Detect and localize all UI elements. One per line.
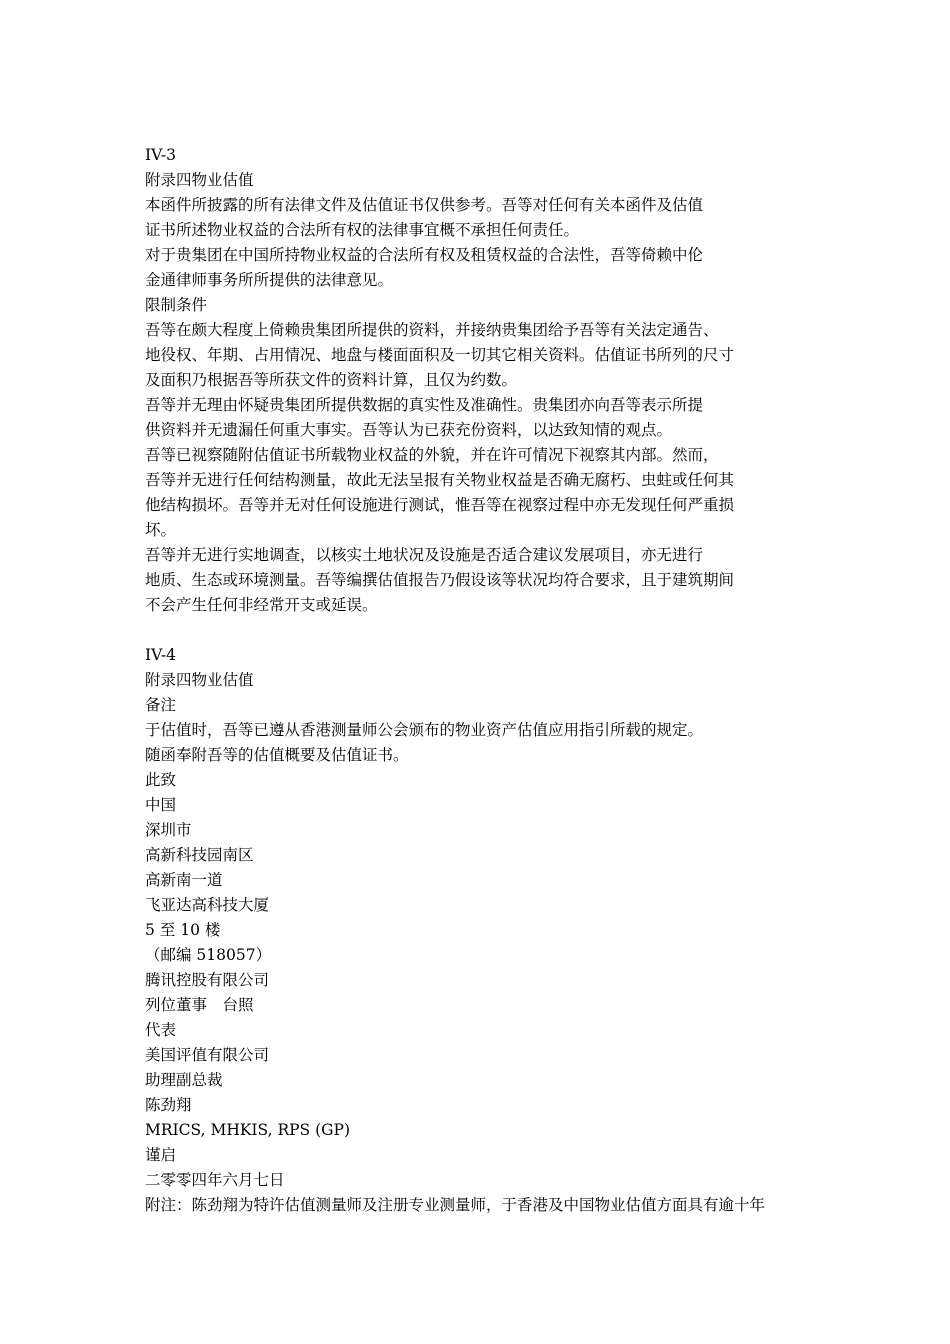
paragraph-line: 本函件所披露的所有法律文件及估值证书仅供参考。吾等对任何有关本函件及估值 <box>145 196 704 214</box>
paragraph-line: 吾等在颇大程度上倚赖贵集团所提供的资料，并接纳贵集团给予吾等有关法定通告、 <box>145 321 719 339</box>
address-line: 飞亚达高科技大厦 <box>145 896 270 914</box>
address-line: 深圳市 <box>145 821 192 839</box>
recipient-directors: 列位董事 台照 <box>145 996 254 1014</box>
appendix-title-iv4: 附录四物业估值 <box>145 671 254 689</box>
address-line: 中国 <box>145 796 177 814</box>
address-line: 高新南一道 <box>145 871 223 889</box>
footnote-line: 附注：陈劲翔为特许估值测量师及注册专业测量师，于香港及中国物业估值方面具有逾十年 <box>145 1196 766 1214</box>
section-heading-limitations: 限制条件 <box>145 296 208 314</box>
document-page <box>145 143 825 1218</box>
salutation: 此致 <box>145 771 177 789</box>
paragraph-line: 他结构损坏。吾等并无对任何设施进行测试，惟吾等在视察过程中亦无发现任何严重损 <box>145 496 735 514</box>
signature-closing: 谨启 <box>145 1146 177 1164</box>
recipient-company: 腾讯控股有限公司 <box>145 971 270 989</box>
section-gap <box>145 618 825 643</box>
paragraph-line: 地质、生态或环境测量。吾等编撰估值报告乃假设该等状况均符合要求，且于建筑期间 <box>145 571 735 589</box>
section-heading-notes: 备注 <box>145 696 177 714</box>
address-line: 高新科技园南区 <box>145 846 254 864</box>
paragraph-line: 对于贵集团在中国所持物业权益的合法所有权及租赁权益的合法性，吾等倚赖中伦 <box>145 246 704 264</box>
paragraph-line: 吾等并无进行实地调查，以核实土地状况及设施是否适合建议发展项目，亦无进行 <box>145 546 704 564</box>
signature-date: 二零零四年六月七日 <box>145 1171 285 1189</box>
paragraph-line: 及面积乃根据吾等所获文件的资料计算，且仅为约数。 <box>145 371 518 389</box>
paragraph-line: 于估值时，吾等已遵从香港测量师公会颁布的物业资产估值应用指引所载的规定。 <box>145 721 704 739</box>
signature-company: 美国评值有限公司 <box>145 1046 270 1064</box>
signature-credentials: MRICS, MHKIS, RPS (GP) <box>145 1121 351 1139</box>
page-label-iv4: IV-4 <box>145 646 176 664</box>
paragraph-line: 吾等并无进行任何结构测量，故此无法呈报有关物业权益是否确无腐朽、虫蛀或任何其 <box>145 471 735 489</box>
signature-name: 陈劲翔 <box>145 1096 192 1114</box>
paragraph-line: 证书所述物业权益的合法所有权的法律事宜概不承担任何责任。 <box>145 221 580 239</box>
paragraph-line: 不会产生任何非经常开支或延误。 <box>145 596 378 614</box>
paragraph-line: 随函奉附吾等的估值概要及估值证书。 <box>145 746 409 764</box>
signature-line: 代表 <box>145 1021 177 1039</box>
address-postcode: （邮编 518057） <box>145 946 272 964</box>
paragraph-line: 坏。 <box>145 521 177 539</box>
appendix-title-iv3: 附录四物业估值 <box>145 171 254 189</box>
paragraph-line: 地役权、年期、占用情况、地盘与楼面面积及一切其它相关资料。估值证书所列的尺寸 <box>145 346 735 364</box>
address-line: 5 至 10 楼 <box>145 921 221 939</box>
paragraph-line: 供资料并无遗漏任何重大事实。吾等认为已获充份资料，以达致知情的观点。 <box>145 421 673 439</box>
page-label-iv3: IV-3 <box>145 146 176 164</box>
paragraph-line: 吾等并无理由怀疑贵集团所提供数据的真实性及准确性。贵集团亦向吾等表示所提 <box>145 396 704 414</box>
signature-title: 助理副总裁 <box>145 1071 223 1089</box>
paragraph-line: 金通律师事务所所提供的法律意见。 <box>145 271 394 289</box>
paragraph-line: 吾等已视察随附估值证书所载物业权益的外貌，并在许可情况下视察其内部。然而， <box>145 446 719 464</box>
